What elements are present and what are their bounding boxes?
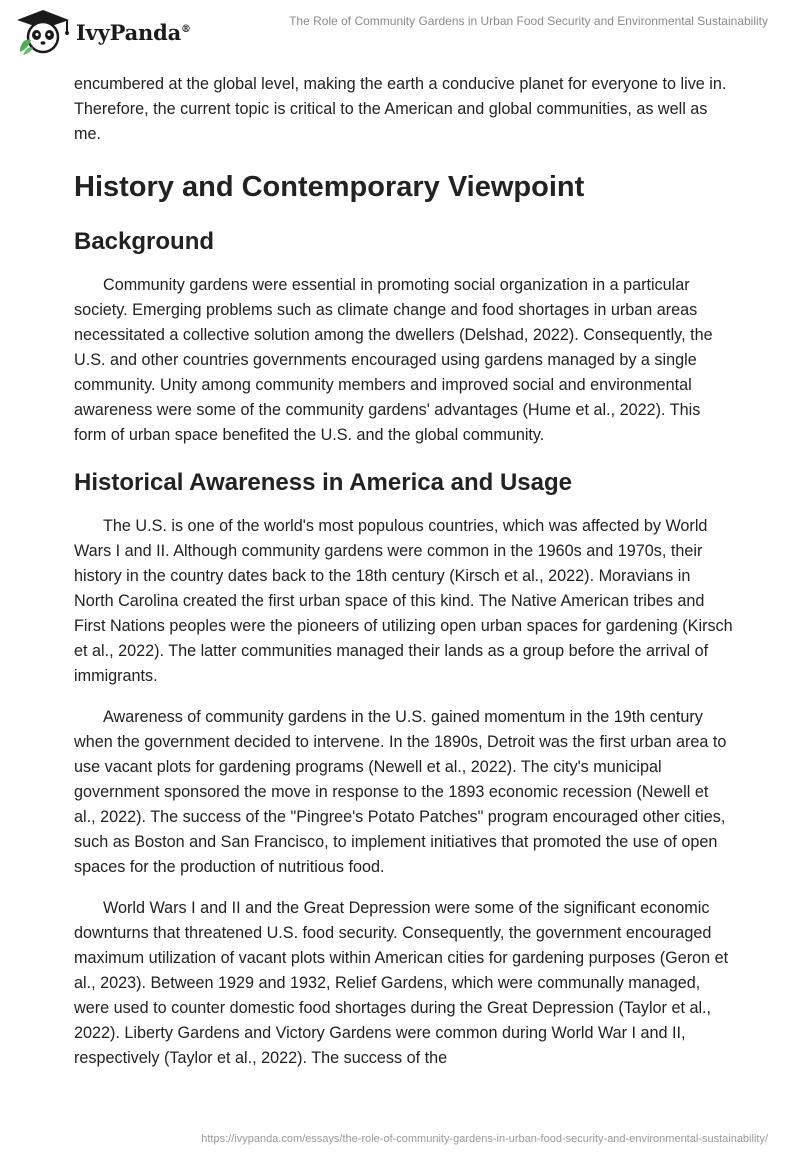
historical-paragraph-1: The U.S. is one of the world's most populous countries, which was affected by World Wars I and II. Although community gardens were common in the 1960s and 1970s, their history in the country dates back to the 18th century (Kirsch et al., 2022). Moravians in North Carolina created the first urban space of this kind. The Native American tribes and First Nations peoples were the pioneers of utilizing open urban spaces for gardening (Kirsch et al., 2022). The latter communities managed their lands as a group before the arrival of immigrants. xyxy=(74,517,733,685)
article-body xyxy=(74,72,734,1087)
panda-logo-icon xyxy=(14,8,72,56)
historical-paragraph-3: World Wars I and II and the Great Depression were some of the significant economic downturns that threatened U.S. food security. Consequently, the government encouraged maximum utilization of vacant plots within American cities for gardening purposes (Geron et al., 2023). Between 1929 and 1932, Relief Gardens, which were communally managed, were used to counter domestic food shortages during the Great Depression (Taylor et al., 2022). Liberty Gardens and Victory Gardens were common during World War I and II, respectively (Taylor et al., 2022). The success of the xyxy=(74,899,729,1067)
page-header xyxy=(0,0,800,62)
brand-name: IvyPanda® xyxy=(76,19,191,45)
section-title: History and Contemporary Viewpoint xyxy=(74,171,585,203)
source-url-link[interactable]: https://ivypanda.com/essays/the-role-of-community-gardens-in-urban-food-security-and-environmental-sustainability/ xyxy=(201,1133,768,1145)
document-title: The Role of Community Gardens in Urban Food Security and Environmental Sustainability xyxy=(289,14,768,28)
brand-logo[interactable] xyxy=(14,8,191,56)
intro-paragraph: encumbered at the global level, making the earth a conducive planet for everyone to live in. Therefore, the current topic is critical to the American and global communities, as well as me. xyxy=(74,75,727,143)
historical-heading: Historical Awareness in America and Usage xyxy=(74,469,572,496)
background-heading: Background xyxy=(74,228,215,255)
historical-paragraph-2: Awareness of community gardens in the U.S. gained momentum in the 19th century when the government decided to intervene. In the 1890s, Detroit was the first urban area to use vacant plots for gardening programs (Newell et al., 2022). The city's municipal government sponsored the move in response to the 1893 economic recession (Newell et al., 2022). The success of the "Pingree's Potato Patches" program encouraged other cities, such as Boston and San Francisco, to implement initiatives that promoted the use of open spaces for the production of nutritious food. xyxy=(74,708,727,876)
background-paragraph: Community gardens were essential in promoting social organization in a particular society. Emerging problems such as climate change and food shortages in urban areas necessitated a collective solution among the dwellers (Delshad, 2022). Consequently, the U.S. and other countries governments encouraged using gardens managed by a single community. Unity among community members and improved social and environmental awareness were some of the community gardens' advantages (Hume et al., 2022). This form of urban space benefited the U.S. and the global community. xyxy=(74,276,713,444)
